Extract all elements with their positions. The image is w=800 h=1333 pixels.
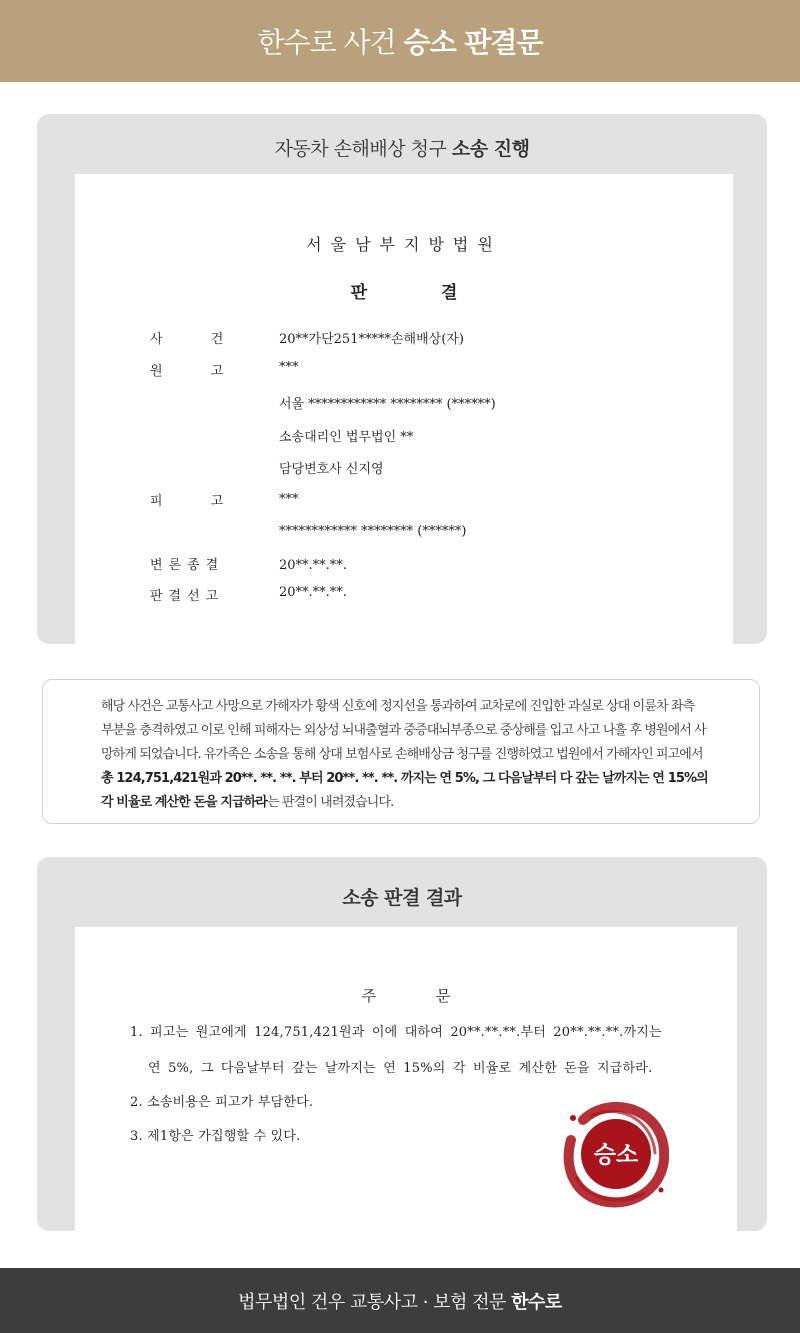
- defendant-label: 피 고: [150, 494, 224, 509]
- plaintiff-address: 서울 ************ ******** (******): [279, 397, 496, 412]
- sentence-label: 판결선고: [150, 589, 225, 604]
- header-title: 한수로 사건 승소 판결문: [257, 26, 543, 59]
- closing-date: 20**.**.**.: [279, 558, 347, 573]
- order-title: 주 문: [361, 987, 451, 1005]
- order-item-1: 1. 피고는 원고에게 124,751,421원과 이에 대하여 20**.**.**.부터 20**.**.**.까지는: [130, 1025, 662, 1040]
- court-name: 서울남부지방법원: [306, 235, 502, 254]
- closing-label: 변론종결: [150, 558, 225, 573]
- plaintiff-attorney: 담당변호사 신지영: [279, 462, 384, 477]
- sentence-date: 20**.**.**.: [279, 585, 347, 600]
- order-item-3: 3. 제1항은 가집행할 수 있다.: [130, 1129, 301, 1144]
- lawsuit-progress-panel: [37, 114, 767, 644]
- document-type: 판 결: [350, 283, 458, 303]
- defendant-name: ***: [279, 492, 299, 507]
- panel-title: 자동차 손해배상 청구 소송 진행: [274, 138, 530, 160]
- page-footer: [0, 1268, 800, 1333]
- case-number: 20**가단251*****손해배상(자): [279, 332, 464, 347]
- plaintiff-name: ***: [279, 360, 299, 375]
- order-item-2: 2. 소송비용은 피고가 부담한다.: [130, 1095, 314, 1110]
- plaintiff-counsel: 소송대리인 법무법인 **: [279, 430, 414, 445]
- order-item-1-continued: 연 5%, 그 다음날부터 갚는 날까지는 연 15%의 각 비율로 계산한 돈을 지급하라.: [148, 1061, 653, 1076]
- plaintiff-label: 원 고: [150, 364, 224, 379]
- case-summary: 해당 사건은 교통사고 사망으로 가해자가 황색 신호에 정지선을 통과하여 교차로에 진입한 과실로 상대 이륜차 좌측 부분을 충격하였고 이로 인해 피해자는 외상성 뇌내출혈과 중증대뇌부종으로 중상해를 입고 사고 나흘 후 병원에서 사망하게 되었습니다. 유가족은 소송을 통해 상대 보험사로 손해배상금 청구를 진행하였고 법원에서 가해자인 피고에서 총 124,751,421원과 20**. **. **. 부터 20**. **. **. 까지는 연 5%, 그 다음날부터 다 갚는 날까지는 연 15%의 각 비율로 계산한 돈을 지급하라는 판결이 내려졌습니다.: [42, 679, 760, 824]
- win-stamp: [563, 1098, 669, 1208]
- panel-title: 소송 판결 결과: [342, 887, 462, 909]
- stamp-text: 승소: [593, 1142, 639, 1168]
- page-header: [0, 0, 800, 82]
- defendant-address: ************ ******** (******): [279, 524, 467, 539]
- footer-text: 법무법인 건우 교통사고 · 보험 전문 한수로: [238, 1291, 562, 1313]
- case-label: 사 건: [150, 332, 224, 347]
- judgment-document: [75, 174, 733, 644]
